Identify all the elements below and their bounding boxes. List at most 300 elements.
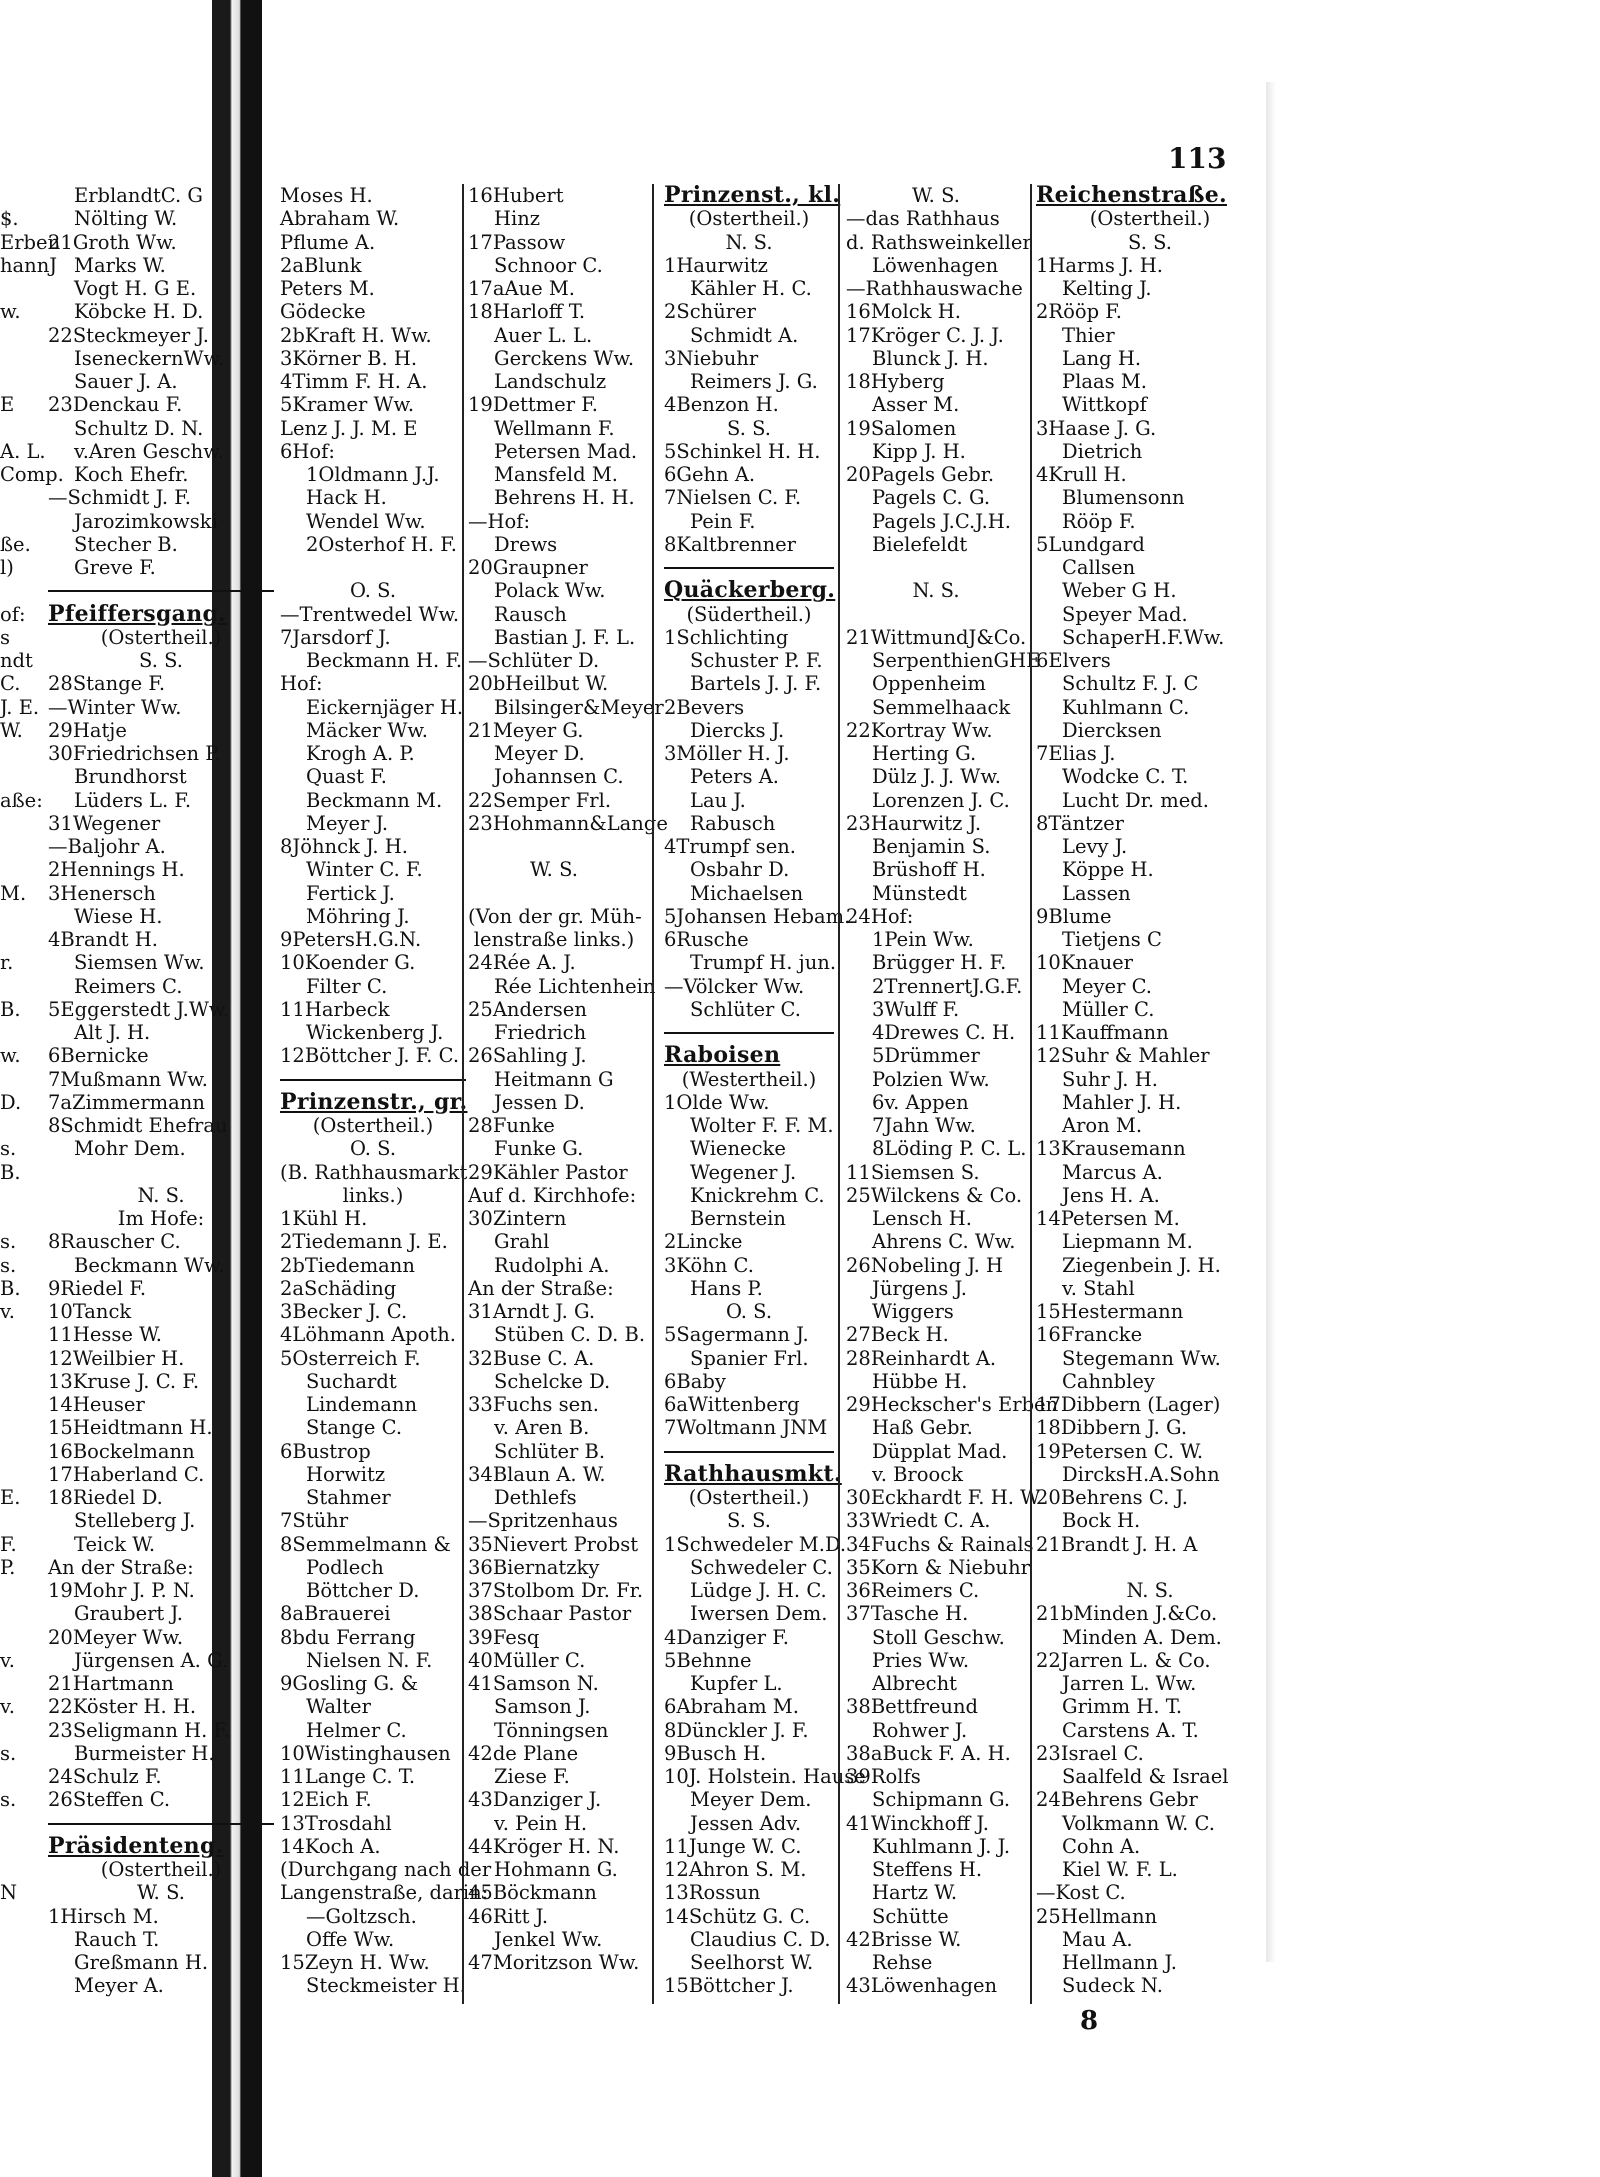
entry-line: Pagels J.C.J.H. [872, 509, 1011, 533]
entry-line: Ziese F. [494, 1765, 570, 1788]
entry-line: 7Woltmann JNM [664, 1416, 828, 1440]
entry-line: Schultz F. J. C [1062, 672, 1199, 696]
entry-line: Gödecke [280, 300, 366, 324]
entry-line: Mohr Dem. [74, 1137, 186, 1161]
entry-line: 16Francke [1036, 1323, 1143, 1347]
entry-line: Polzien Ww. [872, 1067, 990, 1091]
entry-line: 6v. Appen [872, 1090, 969, 1114]
entry-line: 13Rossun [664, 1881, 761, 1905]
entry-line: Eickernjäger H. [306, 695, 464, 719]
entry-line: Ziegenbein J. H. [1062, 1253, 1221, 1277]
entry-line: 19Dettmer F. [468, 393, 598, 417]
entry-line: Rehse [872, 1951, 933, 1974]
entry-line: (Ostertheil.) [100, 625, 222, 649]
entry-line: 3Köhn C. [664, 1253, 754, 1277]
entry-line: 39Fesq [468, 1625, 540, 1649]
entry-line [48, 1161, 274, 1184]
entry-line: ße. [0, 532, 31, 556]
entry-line: Bernstein [690, 1207, 786, 1230]
entry-line: Mahler J. H. [1062, 1090, 1182, 1114]
entry-line: 8Schmidt Ehefrau [48, 1114, 228, 1137]
entry-line: Podlech [306, 1555, 384, 1579]
entry-line: Böttcher D. [306, 1579, 420, 1602]
entry-line: 23Haurwitz J. [846, 811, 982, 835]
entry-line: —Schlüter D. [468, 649, 600, 672]
entry-line: 25Wilckens & Co. [846, 1183, 1023, 1207]
entry-line: Wittkopf [1062, 393, 1147, 417]
entry-line: 8bdu Ferrang [280, 1625, 416, 1649]
entry-line: Greve F. [74, 556, 156, 579]
entry-line: 25Hellmann [1036, 1904, 1158, 1928]
entry-line: s. [0, 1788, 17, 1812]
entry-line: N [0, 1881, 18, 1905]
entry-line: Auer L. L. [494, 323, 593, 347]
entry-line: Jarozimkowski [74, 509, 218, 533]
entry-line: Speyer Mad. [1062, 602, 1188, 626]
entry-line: 2Tiedemann J. E. [280, 1230, 448, 1254]
entry-line: 29Kähler Pastor [468, 1160, 628, 1184]
entry-line: Iwersen Dem. [690, 1602, 828, 1626]
entry-line: s. [0, 1230, 17, 1254]
entry-line: 8Semmelmann & [280, 1532, 451, 1556]
entry-line: Polack Ww. [494, 579, 606, 603]
entry-line: Stoll Geschw. [872, 1625, 1005, 1649]
entry-line: 7Elias J. [1036, 742, 1116, 765]
entry-line: Dülz J. J. Ww. [872, 765, 1001, 789]
entry-line: S. S. [139, 649, 183, 672]
entry-line: Mau A. [1062, 1927, 1133, 1951]
entry-line: Volkmann W. C. [1062, 1811, 1215, 1835]
entry-line: Carstens A. T. [1062, 1718, 1199, 1742]
entry-line: 5Eggerstedt J.Ww. [48, 997, 230, 1021]
entry-line: 11Lange C. T. [280, 1765, 416, 1788]
entry-line: Wienecke [690, 1137, 786, 1161]
entry-line: w. [0, 300, 21, 324]
entry-line: Weber G H. [1062, 579, 1177, 603]
entry-line: 4Löhmann Apoth. [280, 1323, 456, 1347]
entry-line: Marks W. [74, 253, 166, 277]
entry-line: 27Beck H. [846, 1323, 949, 1347]
entry-line: Abraham W. [280, 207, 400, 231]
entry-line: 9Busch H. [664, 1741, 767, 1765]
entry-line: Beckmann Ww. [74, 1253, 225, 1277]
entry-line: 18Dibbern J. G. [1036, 1416, 1188, 1440]
street-heading: Prinzenst., kl. [664, 182, 841, 208]
entry-line: 9Blume [1036, 904, 1112, 928]
street-heading: Reichenstraße. [1036, 182, 1227, 208]
entry-line: 7aZimmermann [48, 1090, 205, 1114]
entry-line: 21bMinden J.&Co. [1036, 1602, 1218, 1626]
entry-line: 1Kühl H. [280, 1207, 368, 1230]
entry-line: Kuhlmann J. J. [872, 1834, 1011, 1858]
entry-line: Hof: [280, 672, 323, 696]
entry-line: 36Reimers C. [846, 1579, 980, 1602]
entry-line: Hans P. [690, 1276, 763, 1300]
entry-line: Hübbe H. [872, 1369, 968, 1393]
entry-line: 5Drümmer [872, 1044, 980, 1068]
entry-line: 15Böttcher J. [664, 1974, 794, 1998]
entry-line: 31Wegener [48, 811, 161, 835]
entry-line: 21Hartmann [48, 1672, 174, 1695]
entry-line: Lorenzen J. C. [872, 788, 1010, 812]
entry-line: Rohwer J. [872, 1718, 968, 1742]
entry-line: 2Lincke [664, 1230, 743, 1254]
entry-line: Rauch T. [74, 1927, 160, 1951]
entry-line: 38Schaar Pastor [468, 1602, 632, 1626]
entry-line: Brüshoff H. [872, 858, 986, 882]
directory-column-1 [48, 184, 274, 2010]
entry-line: Düpplat Mad. [872, 1439, 1008, 1463]
entry-line: Nielsen N. F. [306, 1648, 433, 1672]
entry-line: Lucht Dr. med. [1062, 788, 1209, 812]
entry-line: D. [0, 1090, 22, 1114]
entry-line: Hinz [494, 207, 541, 231]
entry-line: 11Siemsen S. [846, 1160, 980, 1184]
entry-line: s. [0, 1137, 17, 1161]
entry-line: links.) [342, 1183, 404, 1207]
entry-line: Wickenberg J. [306, 1021, 444, 1044]
entry-line: 16Hubert [468, 184, 564, 207]
entry-line: 16Molck H. [846, 300, 961, 324]
entry-line: 35Nievert Probst [468, 1532, 639, 1556]
entry-line: Rée Lichtenhein [494, 974, 656, 998]
entry-line: W. [0, 718, 23, 742]
entry-line: 9PetersH.G.N. [280, 928, 422, 951]
entry-line: 12Weilbier H. [48, 1346, 185, 1370]
entry-line: Bilsinger&Meyer [494, 695, 664, 719]
entry-line: Meyer A. [74, 1974, 164, 1998]
entry-line: SerpenthienGHE [872, 649, 1041, 672]
entry-line: 5Osterreich F. [280, 1346, 421, 1370]
entry-line: —Winter Ww. [48, 695, 182, 719]
entry-line: 17Passow [468, 230, 566, 254]
entry-line: 13Trosdahl [280, 1811, 392, 1835]
entry-line: Rudolphi A. [494, 1253, 610, 1277]
entry-line: Petersen Mad. [494, 439, 638, 463]
entry-line: 30Zintern [468, 1207, 567, 1230]
entry-line: Marcus A. [1062, 1160, 1163, 1184]
entry-line: Grimm H. T. [1062, 1695, 1183, 1719]
entry-line: (Durchgang nach der [280, 1858, 492, 1881]
section-rule [280, 1068, 466, 1091]
entry-line: hannJ [0, 253, 58, 277]
entry-line: Nölting W. [74, 207, 178, 231]
entry-line: (Ostertheil.) [1089, 207, 1211, 231]
page-number: 113 [1168, 142, 1227, 175]
entry-line: Jürgensen A. G. [74, 1648, 229, 1672]
entry-line: M. [0, 881, 27, 905]
entry-line: Gerckens Ww. [494, 346, 635, 370]
entry-line: Sauer J. A. [74, 370, 178, 393]
directory-column-2 [280, 184, 492, 2010]
entry-line: Im Hofe: [117, 1207, 205, 1230]
entry-line: 1Haurwitz [664, 253, 768, 277]
entry-line: $. [0, 207, 19, 231]
entry-line: 8Dünckler J. F. [664, 1718, 809, 1742]
entry-line: 11Kauffmann [1036, 1021, 1169, 1044]
entry-line: w. [0, 1044, 21, 1068]
entry-line: aße: [0, 788, 43, 812]
column-rule [838, 184, 840, 2004]
entry-line: 37Tasche H. [846, 1602, 969, 1626]
entry-line: 29Heckscher's Erben [846, 1393, 1059, 1416]
entry-line: —Völcker Ww. [664, 974, 805, 998]
entry-line: Blumensonn [1062, 486, 1185, 510]
entry-line: 26Steffen C. [48, 1788, 171, 1812]
entry-line: 2aBlunk [280, 253, 362, 277]
entry-line: 41Winckhoff J. [846, 1811, 989, 1835]
entry-line: ErblandtC. G [74, 184, 203, 207]
entry-line: 22Semper Frl. [468, 788, 612, 812]
entry-line: Meyer C. [1062, 974, 1153, 998]
entry-line: 2Bevers [664, 695, 745, 719]
entry-line: Steckmeister H. [306, 1974, 466, 1998]
entry-line: 2aSchäding [280, 1276, 397, 1300]
entry-line: Dietrich [1062, 439, 1143, 463]
entry-line: 9Gosling G. & [280, 1672, 419, 1695]
entry-line: 30Eckhardt F. H. W [846, 1486, 1041, 1509]
entry-line: 8Täntzer [1036, 811, 1125, 835]
entry-line: Stelleberg J. [74, 1509, 196, 1533]
entry-line: Krogh A. P. [306, 742, 415, 765]
entry-line: Kähler H. C. [690, 277, 812, 300]
entry-line: 28Funke [468, 1114, 555, 1137]
entry-line: 14Schütz G. C. [664, 1904, 811, 1928]
entry-line: Brügger H. F. [872, 951, 1007, 975]
entry-line: 32Buse C. A. [468, 1346, 595, 1370]
entry-line: Trumpf H. jun. [690, 951, 837, 975]
entry-line: 38Bettfreund [846, 1695, 979, 1719]
entry-line: S. S. [727, 1509, 771, 1533]
entry-line: Thier [1062, 323, 1115, 347]
entry-line: Moses H. [280, 184, 373, 207]
entry-line: (Ostertheil.) [312, 1114, 434, 1137]
entry-line: 15Hestermann [1036, 1300, 1184, 1323]
entry-line: Beckmann H. F. [306, 649, 463, 672]
entry-line: Fertick J. [306, 881, 395, 905]
entry-line: 2Osterhof H. F. [306, 532, 457, 556]
entry-line: Löwenhagen [872, 253, 999, 277]
entry-line: 30Friedrichsen P. [48, 742, 221, 765]
entry-line: Möhring J. [306, 904, 410, 928]
entry-line: DircksH.A.Sohn [1062, 1462, 1220, 1486]
signature-mark: 8 [1080, 2006, 1099, 2036]
entry-line: v. Aren B. [494, 1416, 590, 1440]
entry-line: Jenkel Ww. [494, 1927, 603, 1951]
entry-line: Jens H. A. [1062, 1183, 1160, 1207]
entry-line: (Ostertheil.) [688, 1486, 810, 1509]
entry-line: 1Oldmann J.J. [306, 463, 440, 486]
entry-line: 10Knauer [1036, 951, 1133, 975]
entry-line: Hartz W. [872, 1881, 958, 1905]
entry-line: Koch Ehefr. [74, 463, 189, 486]
entry-line: B. [0, 997, 21, 1021]
entry-line: 21Groth Ww. [48, 230, 177, 254]
entry-line: of: [0, 602, 26, 626]
entry-line: v. Broock [872, 1462, 963, 1486]
entry-line: —Kost C. [1036, 1881, 1126, 1905]
entry-line: F. [0, 1532, 17, 1556]
entry-line: O. S. [349, 579, 397, 603]
entry-line: Wiese H. [74, 904, 163, 928]
entry-line: Diercksen [1062, 718, 1162, 742]
entry-line: 3Haase J. G. [1036, 416, 1157, 440]
entry-line: 2Rööp F. [1036, 300, 1122, 324]
entry-line: Rausch [494, 602, 567, 626]
entry-line: Drews [494, 532, 558, 556]
entry-line: Offe Ww. [306, 1927, 395, 1951]
entry-line: 21Brandt J. H. A [1036, 1532, 1198, 1556]
entry-line: Pries Ww. [872, 1648, 970, 1672]
entry-line: 8Kaltbrenner [664, 532, 796, 556]
entry-line: Tietjens C [1062, 928, 1162, 951]
entry-line: 5Kramer Ww. [280, 393, 415, 417]
entry-line: Filter C. [306, 974, 388, 998]
entry-line: 17Kröger C. J. J. [846, 323, 1004, 347]
entry-line: 8Jöhnck J. H. [280, 835, 408, 858]
entry-line: 17Haberland C. [48, 1462, 205, 1486]
section-rule [664, 556, 834, 579]
entry-line: Bartels J. J. F. [690, 672, 822, 696]
entry-line: Kipp J. H. [872, 439, 966, 463]
entry-line: Winter C. F. [306, 858, 423, 882]
entry-line: 7Nielsen C. F. [664, 486, 802, 510]
street-heading: Präsidenteng. [48, 1832, 224, 1859]
entry-line: Köbcke H. D. [74, 300, 204, 324]
entry-line [846, 603, 1026, 626]
entry-line: 21WittmundJ&Co. [846, 625, 1027, 649]
entry-line: 39Rolfs [846, 1765, 921, 1788]
entry-line: 12Eich F. [280, 1788, 372, 1812]
entry-line: Schlüter C. [690, 997, 801, 1021]
entry-line: 14Koch A. [280, 1834, 381, 1858]
column-rule [1030, 184, 1032, 2004]
entry-line: 26Sahling J. [468, 1044, 587, 1068]
entry-line: 8Löding P. C. L. [872, 1137, 1027, 1161]
entry-line: Jessen D. [494, 1090, 585, 1114]
entry-line: B. [0, 1160, 21, 1184]
page-edge [1266, 82, 1276, 1962]
entry-line: 3Wulff F. [872, 997, 960, 1021]
entry-line: 6Elvers [1036, 649, 1111, 672]
entry-line: v. [0, 1648, 15, 1672]
entry-line: 4Timm F. H. A. [280, 370, 428, 393]
entry-line: Münstedt [872, 881, 967, 905]
entry-line: 2TrennertJ.G.F. [872, 974, 1023, 998]
entry-line: N. S. [725, 230, 773, 254]
entry-line: 33Fuchs sen. [468, 1393, 599, 1416]
entry-line: 22Jarren L. & Co. [1036, 1648, 1211, 1672]
entry-line: Schlüter B. [494, 1439, 606, 1463]
entry-line: Kiel W. F. L. [1062, 1858, 1178, 1881]
entry-line: 11Harbeck [280, 997, 390, 1021]
entry-line: 11Hesse W. [48, 1323, 162, 1347]
entry-line: Wendel Ww. [306, 509, 426, 533]
entry-line: C. [0, 672, 21, 696]
entry-line: 12Ahron S. M. [664, 1858, 807, 1881]
entry-line: Lassen [1062, 881, 1131, 905]
entry-line: Minden A. Dem. [1062, 1625, 1222, 1649]
entry-line: W. S. [137, 1881, 185, 1905]
entry-line: Hack H. [306, 486, 387, 510]
entry-line: Pagels C. G. [872, 486, 991, 510]
entry-line: 7Stühr [280, 1509, 349, 1533]
entry-line: —Schmidt J. F. [48, 486, 191, 510]
entry-line: Müller C. [1062, 997, 1155, 1021]
entry-line: Meyer Dem. [690, 1788, 812, 1812]
entry-line: 17Dibbern (Lager) [1036, 1393, 1221, 1416]
entry-line: Sudeck N. [1062, 1974, 1163, 1998]
entry-line: Wellmann F. [494, 416, 615, 440]
entry-line [468, 835, 640, 858]
entry-line: Stegemann Ww. [1062, 1346, 1221, 1370]
entry-line: 44Kröger H. N. [468, 1834, 620, 1858]
entry-line: P. [0, 1555, 16, 1579]
entry-line: s [0, 625, 11, 649]
entry-line: Schelcke D. [494, 1369, 611, 1393]
entry-line: Pflume A. [280, 230, 376, 254]
entry-line: 26Nobeling J. H [846, 1253, 1004, 1277]
entry-line: 10Koender G. [280, 951, 416, 975]
entry-line: s. [0, 1741, 17, 1765]
entry-line: Behrens H. H. [494, 486, 635, 510]
entry-line: E. [0, 1486, 21, 1509]
entry-line: Quast F. [306, 765, 387, 789]
entry-line: 37Stolbom Dr. Fr. [468, 1579, 644, 1602]
entry-line: 19Mohr J. P. N. [48, 1579, 195, 1602]
entry-line: 15Zeyn H. Ww. [280, 1951, 430, 1974]
entry-line: 23Seligmann H. F. [48, 1718, 231, 1742]
entry-line: d. Rathsweinkeller [846, 230, 1032, 254]
entry-line: 5Lundgard [1036, 532, 1145, 556]
entry-line: v. Stahl [1062, 1276, 1135, 1300]
entry-line [846, 556, 1026, 579]
entry-line: Rööp F. [1062, 509, 1136, 533]
entry-line: 16Bockelmann [48, 1439, 195, 1463]
entry-line: Walter [306, 1695, 371, 1719]
entry-line: 20Meyer Ww. [48, 1625, 184, 1649]
entry-line: 33Wriedt C. A. [846, 1509, 991, 1533]
entry-line: 1Hirsch M. [48, 1904, 159, 1928]
entry-line: Aron M. [1062, 1114, 1143, 1137]
entry-line: 6aWittenberg [664, 1393, 800, 1416]
street-heading: Pfeiffersgang. [48, 600, 227, 627]
entry-line: Brundhorst [74, 765, 187, 789]
entry-line: Hohmann G. [494, 1858, 618, 1881]
entry-line: 7Mußmann Ww. [48, 1067, 209, 1091]
entry-line: v. [0, 1695, 15, 1719]
entry-line: Landschulz [494, 370, 607, 393]
entry-line: 4Krull H. [1036, 463, 1127, 486]
entry-line: Samson J. [494, 1695, 591, 1719]
entry-line: Blunck J. H. [872, 346, 989, 370]
entry-line: Jürgens J. [872, 1276, 967, 1300]
entry-line: Graubert J. [74, 1602, 183, 1626]
entry-line: 3Becker J. C. [280, 1300, 408, 1323]
entry-line: Friedrich [494, 1021, 587, 1044]
entry-line: 35Korn & Niebuhr [846, 1555, 1030, 1579]
entry-line: —Baljohr A. [48, 835, 166, 858]
entry-line: Schuster P. F. [690, 649, 823, 672]
entry-line: Asser M. [872, 393, 960, 417]
street-heading: Quäckerberg. [664, 577, 836, 604]
column-rule [462, 184, 464, 2004]
entry-line: Lau J. [690, 788, 746, 812]
entry-line: Suchardt [306, 1369, 397, 1393]
entry-line: 3Niebuhr [664, 346, 759, 370]
entry-line: (Von der gr. Müh- [468, 904, 642, 928]
entry-line: Cohn A. [1062, 1834, 1141, 1858]
